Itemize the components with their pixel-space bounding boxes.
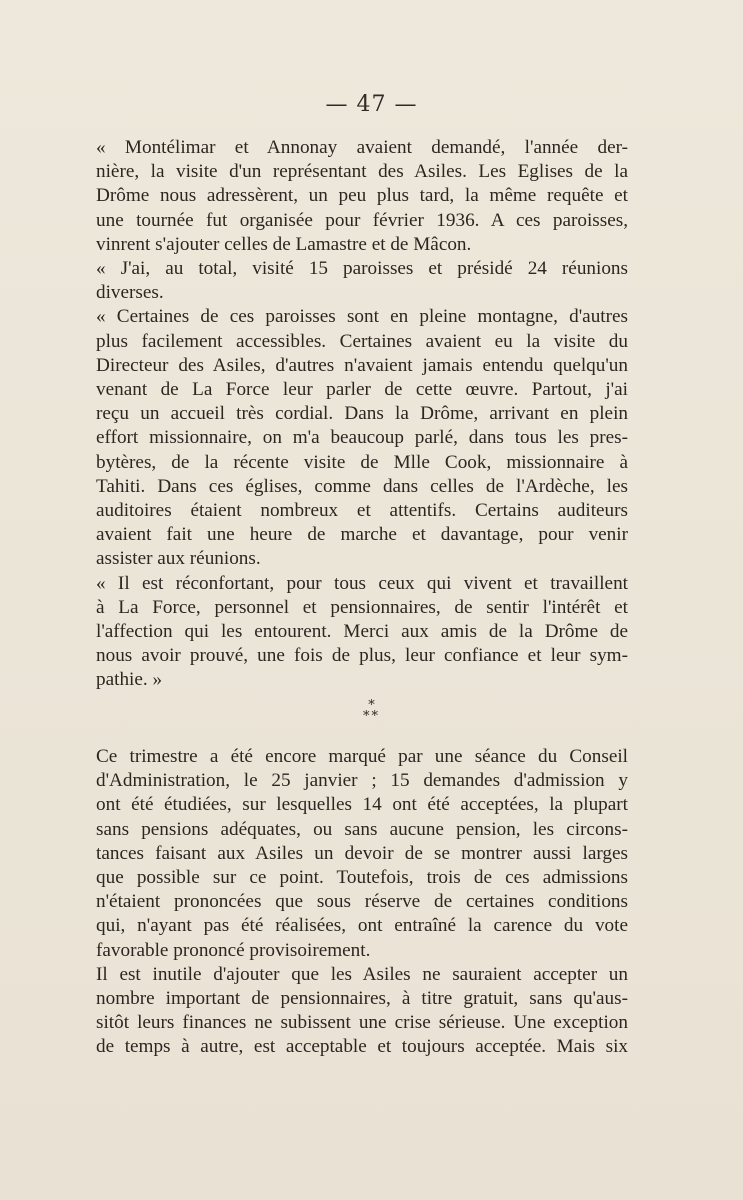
text-line: favorable prononcé provisoirement. bbox=[96, 939, 371, 961]
text-line: n'étaient prononcées que sous réserve de certaines conditions bbox=[96, 891, 628, 913]
page-number: — 47 — bbox=[325, 92, 418, 117]
text-line: d'Administration, le 25 janvier ; 15 demandes d'admission y bbox=[96, 770, 628, 792]
text-line: tances faisant aux Asiles un devoir de se montrer aussi larges bbox=[96, 842, 628, 864]
text-line: Il est inutile d'ajouter que les Asiles ne sauraient accepter un bbox=[96, 963, 628, 985]
text-line: reçu un accueil très cordial. Dans la Drôme, arrivant en plein bbox=[96, 403, 628, 425]
body-text-section-1 bbox=[96, 136, 628, 693]
text-line: Drôme nous adressèrent, un peu plus tard, la même requête et bbox=[96, 185, 628, 207]
asterism-top: * bbox=[368, 698, 375, 713]
text-line: nière, la visite d'un représentant des Asiles. Les Eglises de la bbox=[96, 161, 628, 183]
text-line: nombre important de pensionnaires, à titre gratuit, sans qu'aus- bbox=[96, 988, 628, 1010]
text-line: plus facilement accessibles. Certaines avaient eu la visite du bbox=[96, 330, 628, 352]
text-line: auditoires étaient nombreux et attentifs. Certains auditeurs bbox=[96, 500, 628, 522]
text-line: assister aux réunions. bbox=[96, 548, 261, 570]
text-line: Ce trimestre a été encore marqué par une séance du Conseil bbox=[96, 746, 628, 767]
text-line: ont été étudiées, sur lesquelles 14 ont été acceptées, la plupart bbox=[96, 794, 628, 816]
text-line: Tahiti. Dans ces églises, comme dans celles de l'Ardèche, les bbox=[96, 475, 628, 497]
text-line: avaient fait une heure de marche et davantage, pour venir bbox=[96, 524, 628, 546]
text-line: une tournée fut organisée pour février 1936. A ces paroisses, bbox=[96, 209, 628, 231]
text-line: venant de La Force leur parler de cette œuvre. Partout, j'ai bbox=[96, 379, 628, 401]
text-line: l'affection qui les entourent. Merci aux amis de la Drôme de bbox=[96, 621, 628, 643]
text-line: à La Force, personnel et pensionnaires, de sentir l'intérêt et bbox=[96, 596, 628, 618]
text-line: « Montélimar et Annonay avaient demandé, l'année der- bbox=[96, 137, 628, 158]
text-line: diverses. bbox=[96, 282, 164, 304]
text-line: sans pensions adéquates, ou sans aucune pension, les circons- bbox=[96, 818, 628, 840]
asterism-bottom: ** bbox=[363, 709, 380, 724]
text-line: sitôt leurs finances ne subissent une crise sérieuse. Une exception bbox=[96, 1012, 628, 1034]
body-text-section-2 bbox=[96, 745, 628, 1060]
text-line: nous avoir prouvé, une fois de plus, leur confiance et leur sym- bbox=[96, 645, 628, 667]
text-line: « Certaines de ces paroisses sont en pleine montagne, d'autres bbox=[96, 306, 628, 328]
text-line: « Il est réconfortant, pour tous ceux qui vivent et travaillent bbox=[96, 572, 628, 594]
asterism-ornament bbox=[0, 700, 743, 722]
text-line: que possible sur ce point. Toutefois, trois de ces admissions bbox=[96, 867, 628, 889]
text-line: pathie. » bbox=[96, 669, 163, 691]
text-line: bytères, de la récente visite de Mlle Cook, missionnaire à bbox=[96, 451, 628, 473]
text-line: qui, n'ayant pas été réalisées, ont entraîné la carence du vote bbox=[96, 915, 628, 937]
text-line: « J'ai, au total, visité 15 paroisses et présidé 24 réunions bbox=[96, 258, 628, 280]
text-line: effort missionnaire, on m'a beaucoup parlé, dans tous les pres- bbox=[96, 427, 628, 449]
text-line: vinrent s'ajouter celles de Lamastre et de Mâcon. bbox=[96, 233, 472, 255]
text-line: Directeur des Asiles, d'autres n'avaient jamais entendu quelqu'un bbox=[96, 354, 628, 376]
text-line: de temps à autre, est acceptable et toujours acceptée. Mais six bbox=[96, 1036, 628, 1058]
